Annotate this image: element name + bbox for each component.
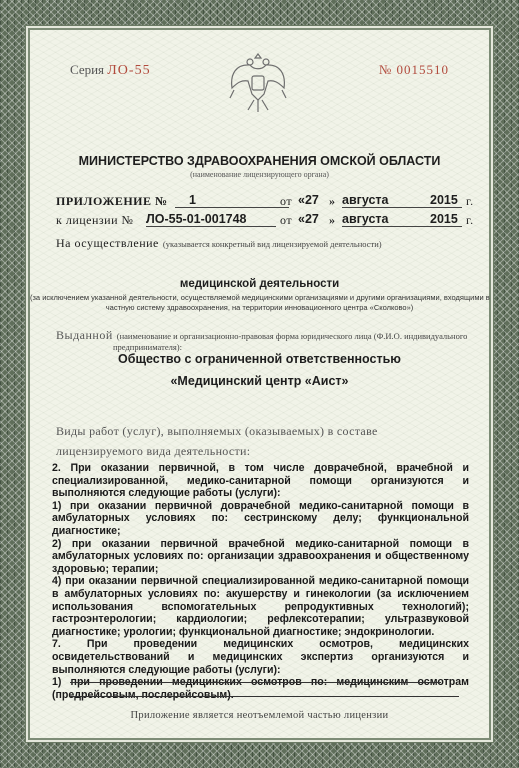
- works-paragraph: 4) при оказании первичной специализированной медико-санитарной помощи в амбулаторных условиях по: акушерству и гинекологии (за исключением использования вспомогательных репродуктивных технологий); гастроэнтерологии; кардиологии; рефлексотерапии; ультразвуковой диагностике; урологии; функциональной диагностике; эндокринологии.: [52, 575, 469, 638]
- works-paragraph: 1) при оказании первичной доврачебной медико-санитарной помощи в амбулаторных условиях по: сестринскому делу; функциональной диагностике;: [52, 499, 469, 537]
- license-year: 2015: [430, 212, 458, 226]
- license-label: к лицензии №: [56, 213, 134, 227]
- license-year-suffix: г.: [466, 213, 474, 227]
- license-from-label: от: [280, 213, 293, 227]
- appendix-day: «27: [298, 193, 319, 207]
- license-number: ЛО-55-01-001748: [146, 212, 276, 227]
- activity-label-row: [56, 234, 382, 252]
- appendix-label: ПРИЛОЖЕНИЕ №: [56, 194, 168, 208]
- licensing-authority-hint: (наименование лицензирующего органа): [190, 170, 329, 179]
- signature-line-2: [70, 696, 459, 697]
- issued-hint-line2: предпринимателя):: [113, 342, 182, 352]
- works-paragraph: 7. При проведении медицинских осмотров, медицинских освидетельствований и медицинских экспертиз организуются и выполняются следующие работы (услуги):: [52, 638, 469, 676]
- license-day: «27: [298, 212, 319, 226]
- appendix-year: 2015: [430, 193, 458, 207]
- activity-value: медицинской деятельности: [179, 278, 340, 290]
- activity-note-line1: (за исключением указанной деятельности, осуществляемой медицинскими организациями и другими организациями, входящими в: [30, 293, 490, 302]
- number-label: №: [378, 62, 393, 77]
- number-value: 0015510: [396, 62, 449, 77]
- activity-hint: (указывается конкретный вид лицензируемой деятельности): [162, 239, 382, 249]
- license-quote-close: »: [329, 213, 336, 227]
- issued-hint-line1: (наименование и организационно-правовая форма юридического лица (Ф.И.О. индивидуального: [116, 331, 468, 341]
- activity-label: На осуществление: [56, 236, 159, 250]
- organization-name-line2: «Медицинский центр «Аист»: [170, 374, 349, 388]
- works-paragraph: 2. При оказании первичной, в том числе доврачебной, врачебной и специализированной, медико-санитарной помощи организуются и выполняются следующие работы (услуги):: [52, 462, 469, 500]
- form-number: [379, 62, 449, 78]
- issued-label: Выданной: [56, 328, 113, 342]
- signature-line-1: [70, 682, 441, 683]
- appendix-year-suffix: г.: [466, 194, 474, 208]
- works-list: [52, 462, 469, 701]
- works-paragraph: 2) при оказании первичной врачебной медико-санитарной помощи в амбулаторных условиях по: организации здравоохранения и общественному здоровью; терапии;: [52, 537, 469, 575]
- licensing-authority-name: МИНИСТЕРСТВО ЗДРАВООХРАНЕНИЯ ОМСКОЙ ОБЛАСТИ: [78, 154, 441, 168]
- series: [70, 62, 151, 79]
- double-headed-eagle-emblem-icon: [226, 48, 290, 118]
- footer-note: Приложение является неотъемлемой частью лицензии: [130, 710, 389, 721]
- works-paragraph: 1) при проведении медицинских осмотров по: медицинским осмотрам (предрейсовым, послерейсовым).: [52, 676, 469, 701]
- activity-note-line2: частную систему здравоохранения, на территории инновационного центра «Сколково»): [105, 303, 414, 312]
- organization-name-line1: Общество с ограниченной ответственностью: [118, 352, 401, 366]
- appendix-quote-close: »: [329, 194, 336, 208]
- appendix-month: августа: [342, 193, 462, 208]
- works-label-line2: лицензируемого вида деятельности:: [56, 444, 251, 458]
- appendix-from-label: от: [280, 194, 293, 208]
- appendix-number: 1: [175, 193, 289, 208]
- document-body: [30, 30, 489, 738]
- series-label: Серия: [70, 62, 105, 77]
- license-month: августа: [342, 212, 462, 227]
- series-value: ЛО-55: [107, 63, 151, 78]
- works-label-line1: Виды работ (услуг), выполняемых (оказываемых) в составе: [56, 424, 378, 438]
